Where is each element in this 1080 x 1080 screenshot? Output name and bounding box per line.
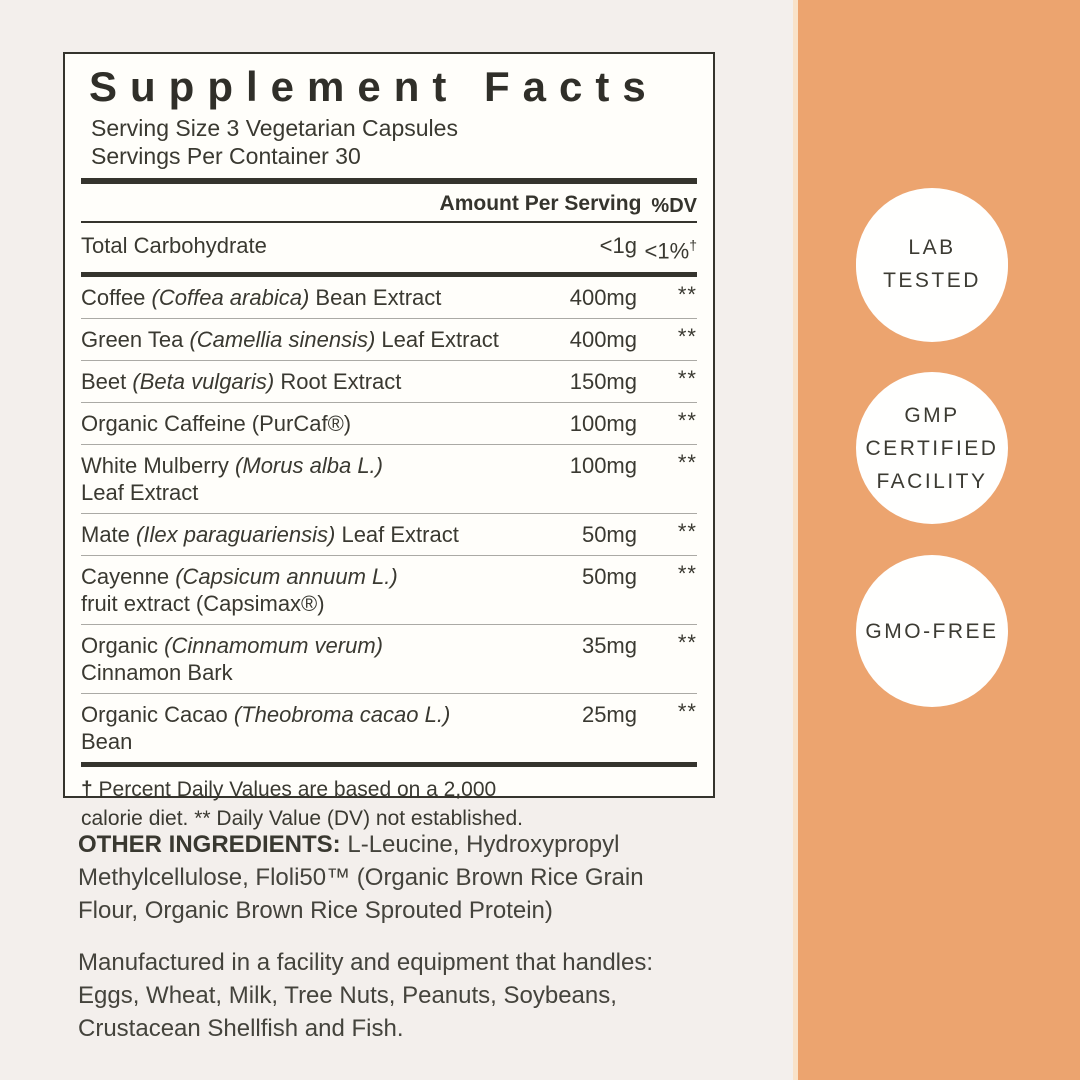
total-carbohydrate-row — [81, 223, 697, 272]
dv-footnote: † Percent Daily Values are based on a 2,000 calorie diet. ** Daily Value (DV) not established. — [81, 778, 523, 831]
ingredient-dv: ** — [677, 561, 697, 587]
ingredient-amount: 100mg — [569, 453, 637, 479]
ingredient-dv: ** — [677, 282, 697, 308]
ingredient-row — [81, 624, 697, 693]
badge-gmp-certified-facility: GMP CERTIFIED FACILITY — [856, 372, 1008, 524]
ingredient-row — [81, 402, 697, 444]
supplement-facts-panel — [63, 52, 715, 831]
ingredient-amount: 25mg — [581, 702, 637, 728]
ingredient-name: Green Tea (Camellia sinensis) Leaf Extract — [81, 327, 499, 353]
ingredient-row — [81, 555, 697, 624]
ingredient-amount: 400mg — [569, 327, 637, 353]
percent-dv-header: %DV — [651, 195, 697, 217]
accent-column — [793, 0, 1080, 1080]
amount-per-serving-header: Amount Per Serving — [439, 192, 642, 215]
servings-per-container-text: Servings Per Container 30 — [91, 143, 361, 169]
ingredient-dv: ** — [677, 450, 697, 476]
table-header-row — [81, 184, 697, 223]
ingredient-name: Organic Caffeine (PurCaf®) — [81, 411, 352, 437]
ingredient-dv: ** — [677, 699, 697, 725]
ingredient-amount: 50mg — [581, 522, 637, 548]
allergen-paragraph: Manufactured in a facility and equipment that handles: Eggs, Wheat, Milk, Tree Nuts, Peanuts, Soybeans, Crustacean Shellfish and Fish. — [78, 949, 654, 1042]
ingredient-amount: 35mg — [581, 633, 637, 659]
ingredient-amount: 100mg — [569, 411, 637, 437]
dagger-symbol: † — [81, 778, 93, 802]
ingredient-dv: ** — [677, 630, 697, 656]
nutrient-name: Total Carbohydrate — [81, 233, 267, 258]
ingredient-row — [81, 318, 697, 360]
ingredient-dv: ** — [677, 324, 697, 350]
ingredient-dv: ** — [677, 366, 697, 392]
ingredient-amount: 150mg — [569, 369, 637, 395]
ingredient-name: Mate (Ilex paraguariensis) Leaf Extract — [81, 522, 459, 548]
ingredient-dv: ** — [677, 408, 697, 434]
other-ingredients-paragraph: OTHER INGREDIENTS: L-Leucine, Hydroxypropyl Methylcellulose, Floli50™ (Organic Brown Rice Grain Flour, Organic Brown Rice Sprouted Protein) — [78, 831, 644, 924]
other-ingredients-label: OTHER INGREDIENTS: — [78, 831, 341, 858]
ingredient-name: Coffee (Coffea arabica) Bean Extract — [81, 285, 442, 311]
ingredient-row — [81, 360, 697, 402]
ingredient-dv: ** — [677, 519, 697, 545]
ingredient-row — [81, 277, 697, 318]
nutrient-dv: <1%† — [644, 237, 697, 264]
badge-gmo-free: GMO-FREE — [856, 555, 1008, 707]
ingredient-rows — [81, 277, 697, 762]
badge-lab-tested: LAB TESTED — [856, 188, 1008, 340]
ingredient-name: Organic (Cinnamomum verum) Cinnamon Bark — [81, 633, 383, 686]
nutrient-amount: <1g — [599, 233, 637, 258]
ingredient-row — [81, 444, 697, 513]
ingredient-name: Beet (Beta vulgaris) Root Extract — [81, 369, 402, 395]
serving-size-text: Serving Size 3 Vegetarian Capsules — [91, 115, 458, 141]
panel-title: Supplement Facts — [89, 63, 659, 110]
ingredient-name: White Mulberry (Morus alba L.) Leaf Extract — [81, 453, 383, 506]
ingredient-row — [81, 693, 697, 762]
ingredient-amount: 400mg — [569, 285, 637, 311]
ingredient-name: Organic Cacao (Theobroma cacao L.) Bean — [81, 702, 451, 755]
ingredient-row — [81, 513, 697, 555]
ingredient-name: Cayenne (Capsicum annuum L.) fruit extract (Capsimax®) — [81, 564, 398, 617]
ingredient-amount: 50mg — [581, 564, 637, 590]
